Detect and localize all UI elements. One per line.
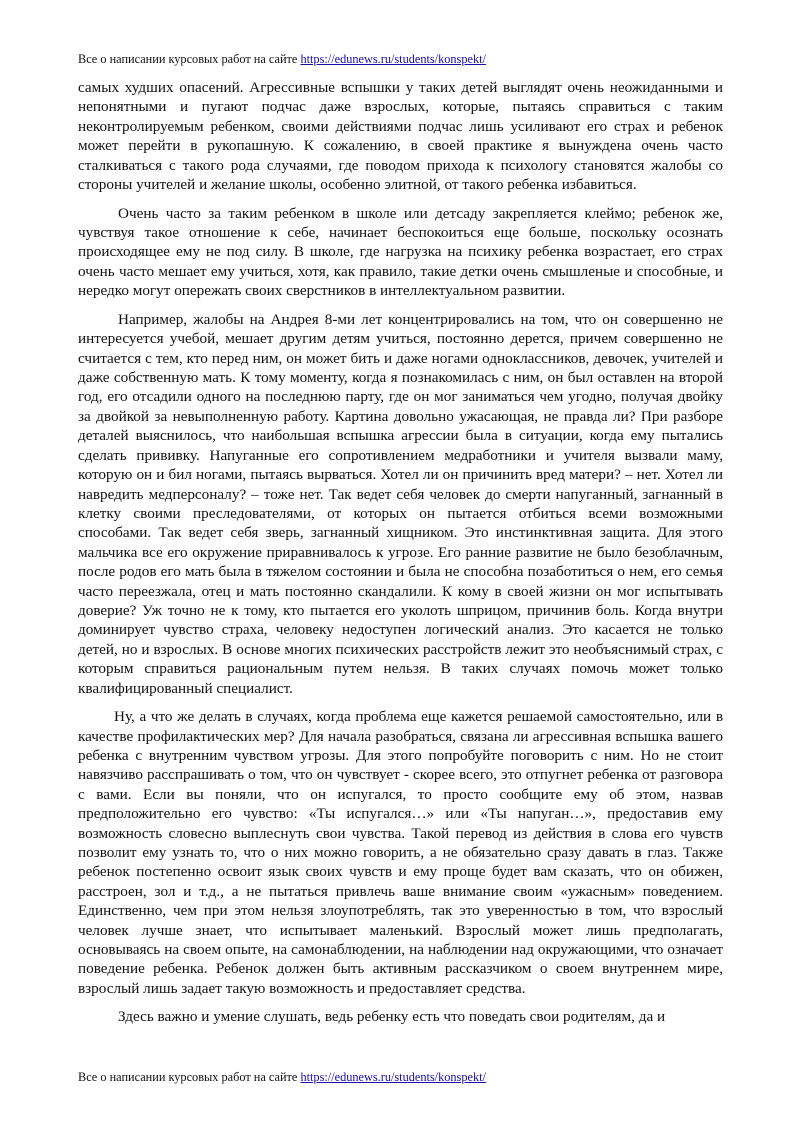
paragraph: Очень часто за таким ребенком в школе или детсаду закрепляется клеймо; ребенок же, чувствуя такое отношение к себе, начинает беспокоиться еще больше, поскольку осознать происходящее ему не под силу. В школе, где нагрузка на психику ребенка возрастает, его страх очень часто мешает ему учиться, хотя, как правило, такие детки очень смышленые и способные, и нередко могут опережать своих сверстников в интеллектуальном развитии. (78, 204, 723, 300)
paragraph: Например, жалобы на Андрея 8-ми лет концентрировались на том, что он совершенно не интересуется учебой, мешает другим детям учиться, постоянно дерется, причем совершенно не считается с тем, кто перед ним, он может бить и даже ногами одноклассников, девочек, учителей и даже собственную мать. К тому моменту, когда я познакомилась с ним, он был оставлен на второй год, его отсадили одного на последнюю парту, где он мог заниматься чем угодно, получая двойку за двойкой за невыполненную работу. Картина довольно ужасающая, не правда ли? При разборе деталей выяснилось, что наибольшая вспышка агрессии была в ситуации, когда ему пытались сделать прививку. Напуганные его сопротивлением медработники и учителя вызвали маму, которую он и бил ногами, пытаясь вырваться. Хотел ли он причинить вред матери? – нет. Хотел ли навредить медперсоналу? – тоже нет. Так ведет себя человек до смерти напуганный, загнанный в клетку своими преследователями, от которых он пытается отбиться всеми возможными способами. Так ведет себя зверь, загнанный хищником. Это инстинктивная защита. Для этого мальчика все его окружение приравнивалось к угрозе. Его ранние развитие не было безоблачным, после родов его мать была в тяжелом состоянии и была не способна позаботиться о нем, его семья часто переезжала, отец и мать постоянно скандалили. К кому в своей жизни он мог испытывать доверие? Уж точно не к тому, кто пытается его уколоть шприцом, причинив боль. Когда внутри доминирует чувство страха, человеку недоступен логический анализ. Это касается не только детей, но и взрослых. В основе многих психических расстройств лежит это необъяснимый страх, с которым справиться рациональным путем нельзя. В таких случаях помочь может только квалифицированный специалист. (78, 310, 723, 697)
document-body (78, 78, 723, 1036)
paragraph: самых худших опасений. Агрессивные вспышки у таких детей выглядят очень неожиданными и непонятными и пугают подчас даже взрослых, которые, пытаясь справиться с таким неконтролируемым ребенком, своими действиями подчас лишь усиливают его страх и ребенок может перейти в рукопашную. К сожалению, в своей практике я вынуждена очень часто сталкиваться с такого рода случаями, где поводом прихода к психологу становятся жалобы со стороны учителей и желание школы, особенно элитной, от такого ребенка избавиться. (78, 79, 723, 194)
footer-text: Все о написании курсовых работ на сайте (78, 1070, 301, 1084)
page-header (78, 52, 486, 66)
paragraph: Ну, а что же делать в случаях, когда проблема еще кажется решаемой самостоятельно, или в качестве профилактических мер? Для начала разобраться, связана ли агрессивная вспышка вашего ребенка с внутренним чувством угрозы. Для этого попробуйте поговорить с ним. Но не стоит навязчиво расспрашивать о том, что он чувствует - скорее всего, это отпугнет ребенка от разговора с вами. Если вы поняли, что он испугался, то просто сообщите ему об этом, назвав предположительно его чувство: «Ты испугался…» или «Ты напуган…», предоставив ему возможность словесно выплеснуть свои чувства. Такой перевод из действия в слова его чувств позволит ему узнать то, что о них можно говорить, а не обязательно сразу давать в глаз. Также ребенок постепенно освоит язык своих чувств и ему проще будет вам сказать, что он обижен, расстроен, зол и т.д., а не пытаться привлечь ваше внимание своим «ужасным» поведением. Единственно, чем при этом нельзя злоупотреблять, так это уверенностью в том, что взрослый человек лучше знает, что испытывает маленький. Взрослый может лишь предполагать, основываясь на своем опыте, на самонаблюдении, на наблюдении над окружающими, что означает поведение ребенка. Ребенок должен быть активным рассказчиком о своем внутреннем мире, взрослый лишь задает такую возможность и предоставляет средства. (78, 708, 723, 997)
footer-link[interactable]: https://edunews.ru/students/konspekt/ (300, 1070, 486, 1084)
header-link[interactable]: https://edunews.ru/students/konspekt/ (300, 52, 486, 66)
header-text: Все о написании курсовых работ на сайте (78, 52, 301, 66)
page-footer (78, 1070, 486, 1084)
paragraph: Здесь важно и умение слушать, ведь ребенку есть что поведать свои родителям, да и (118, 1008, 666, 1026)
